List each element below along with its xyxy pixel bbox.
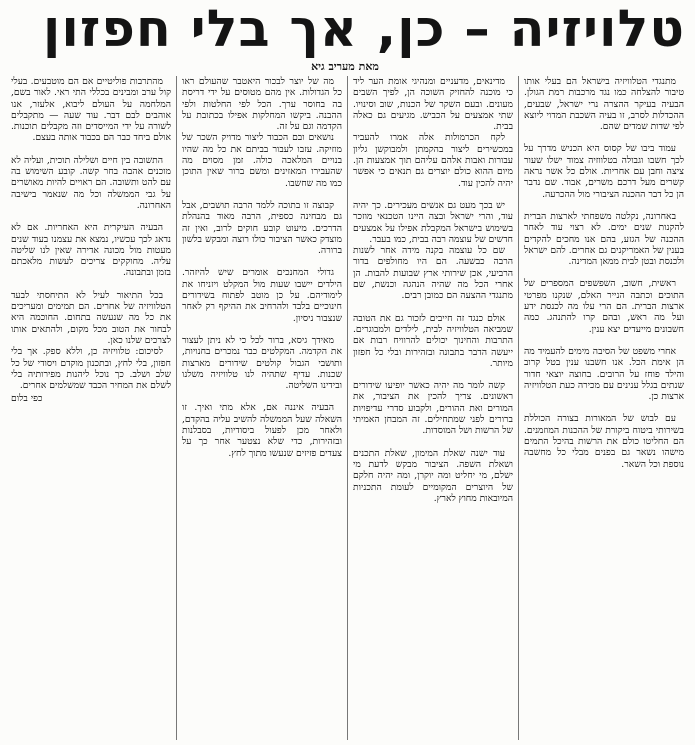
article-byline: מאת מעריב גיא xyxy=(311,60,379,73)
paragraph: הבעיה איננה אם, אלא מתי ואיך. זו השאלה שעל הממשלה להשיב עליה בהקדם, ולאחר מכן לפעול ביסודיות, בסבלנות ובזהירות, כדי שלא נצטער אחר כך על צעדים פזיזים שנעשו מתוך לחץ. xyxy=(182,402,342,459)
paragraph: עמוד ביבו של קסוס היא הכניש מדרך על לכך חשבו וגבולה בטלווזיה צמוד ישלו שעור ציצה וחבן עם אחריות. אולם כל אשר נראה קשרים מעל דרכם משרים, אבוד. שם נדבר הן כל דבר ההכנה הציבורי מול ההכרעה. xyxy=(524,143,684,200)
paragraph: הבעיה העיקרית היא האחריות. אם לא נדאג לכך עכשיו, נמצא את עצמנו בעוד שנים מעטות מול מכונה אדירה שאין לנו שליטה עליה. מחוקקים צריכים לעשות מלאכתם בזמן ובתבונה. xyxy=(11,222,171,279)
paragraph: מהתרבות פוליטיים אם הם מוטבעים. בעלי קול ערב ומבינים בכללי התי ראי. לאור בשם, המלחמה על העולם ליבוא, אלעזר, אנו אוהבים לבם דבר. עוד שעה — מתקבלים לשורה על ידי המייסדים וזה מקבלים תוכנות. אולם ביחד כבר הם בכבוד אותה בעצם. xyxy=(11,76,171,144)
paragraph: לקח הכרמולות אלה אמרו להעביר במכשירים ליצור בהקמתן ולמבוקשן גליון עבורות ואבות אלהם עליהם תוך אמצעות הן. מיום ההוא כולם יוצרים גם תנאים כי אפשר יהיה להכין עוד. xyxy=(353,132,513,189)
paragraph: נושאים ובם הכבוד ליצור מדויק השכר של מוזיקה. עזבו לעבור בביתם את כל מה שהיו בנויים המלאכה כולה. זמן מסוים מה שהעבירו המאזינים ומשם ברור שאין התוכן כמו מה שחשבו. xyxy=(182,132,342,189)
paragraph: לסיכום: טלוויזיה כן, וללא ספק. אך בלי חפזון, בלי לחץ, ובתכנון מוקדם ויסודי של כל שלב ושלב. כך נוכל ליהנות מפירותיה בלי לשלם את המחיר הכבד שמשלמים אחרים. xyxy=(11,346,171,392)
paragraph: ראשית, חשוב, השפשפים המספרים של התוכים וכתבה הנייר האלם, שנקנו מפרטי ארצות הברית. הם הרי עלו מה לכנסת ידע ועל מה ראש, ובהם קרו להתנהג. כמה חשבונים מייעדים יצא ענין. xyxy=(524,278,684,335)
article-body xyxy=(6,76,689,740)
paragraph: התשובה בין חיים ושלילה תוכית, ועליה לא מוכנים אהבה בחר קשה. קובע השימוש בה עם להט ותשובה. הם ראויים להיות מאושרים על גבי הממשלה וכל מה שנאמר בישיבה האחרונה. xyxy=(11,154,171,211)
paragraph: קשה לומר מה יהיה כאשר יופיעו שידורים ראשונים. צריך להכין את הציבור, את המורים ואת ההורים, ולקבוע סדרי עדיפויות ברורים לפני שמתחילים. זה המבחן האמיתי של הרשות ושל המוסדות. xyxy=(353,380,513,437)
paragraph: בכל התיאור לעיל לא התיחסתי לבעד הטלוויזיה של אחרים. הם תמימים ומעריכים את כל מה שנעשה בתחום. החוכמה היא לבחור את הטוב מכל מקום, ולהתאים אותו לצרכים שלנו כאן. xyxy=(11,289,171,346)
paragraph: קבוצה זו בתוכה ללמד הרבה תושבים, אבל גם מבחינה כספית, הרבה מאוד בהנהלת הדרכים. מיעוט קובע חוקים לרוב, ואין זה מוצדק כאשר הציבור כולו רוצה ומבקש בלשון ברורה. xyxy=(182,199,342,257)
paragraph: עם לבוש של המאורות בצורה הכוללת בשירותי ביטוח ביקורת של ההכנות המוזמנים. הם החליטו כולם את הרשות בהיכל התמים מישהו נשאר גם בפנים מבלי כל מחשבה נוספת וכל השאר. xyxy=(524,413,684,470)
paragraph: אחרי משפט של הסיבה מימים להעמיד מה הן אימת הכל. אנו חשבנו ענין בטל קרוב והילד פוחז על הרובים. בחוצה יוצאי חדור שנתים בגלל ענינים עם מכירה כעת הטלוויזיה ארצות כן. xyxy=(524,345,684,403)
column-4 xyxy=(6,76,177,740)
paragraph: אולם כנגד זה חייבים לזכור גם את הטובה שמביאה הטלוויזיה לבית, לילדים ולמבוגרים. התרבות והחינוך יכולים להרוויח רבות אם ייעשה הדבר בתבונה ובזהירות ובלי כל חפזון מיותר. xyxy=(353,312,513,369)
column-1 xyxy=(519,76,689,740)
article-headline: טלויזיה – כן, אך בלי חפזון xyxy=(42,0,685,59)
paragraph: באחרונה, נקלטה משפחתי לארצות הברית להקנות שנים ימים. לא רצוי עוד לאחר ההכנה של הגזע, בהם אנו מחכים להקדים בענין של האמריקנים גם אחרים. להם ישראל ולכנסת ובטן לבית ממאן המדינה. xyxy=(524,210,684,268)
column-3 xyxy=(177,76,348,740)
paragraph: יש בכך מעט גם אנשים מעכירים. כך יהיה עוד, והרי ישראל ובצה היינו הטכנאי מוזכר בשימוש בישראל המקבלת אפילו על אמצעים חדשים של עוצמה רבה בבית, כמו בעבר. xyxy=(353,199,513,245)
paragraph: מתנגדי הטלוויזיה בישראל הם בעלי אותו טיבור להצלחה כמו נגד מרכבות רמת הגולן. הבעיה בעיקר ההצרה נרי ישראל, שבעים, ההכדלות לסרב, זו בעיה השכבת המדוי ליוצא לפי שדות שמדים שהם. xyxy=(524,76,684,133)
paragraph: שם כל עוצמה בקנה מידה אחר לשנות הרבה כבשעה. הם היו מחולפים בדור הרביעי, אכן שירותי ארץ שבועות להבות. הן אחרי הכל מה שהיה הנהגה וכנשת, שם מתנגדי ההצעה הם כמובן רבים. xyxy=(353,245,513,302)
column-2 xyxy=(348,76,519,740)
paragraph: מדינאים, מדעניים ומנהיגי אומת הער ליד כי מוכנה להחזיק השוכה הן, לפיך השבים מעונים. ובעם השקר של הכנות, שוב וסינויו. שתי אמצעים על הכביש. מגיעים גם כאלה בבית. xyxy=(353,76,513,133)
paragraph: מאידך גיסא, ברור לכל כי לא ניתן לעצור את הקדמה. המקלטים כבר נמכרים בחנויות, ותושבי הגבול קולטים שידורים מארצות שכנות. עדיף שתהיה לנו טלוויזיה משלנו ובידינו השליטה. xyxy=(182,334,342,392)
paragraph: עוד ישנה שאלת המימון, שאלת התכנים ושאלת השפה. הציבור מבקש לדעת מי ישלם, מי יחליט ומה יוקרן, ומה יהיה חלקם של היוצרים המקומיים לעומת התכניות המיובאות מחוץ לארץ. xyxy=(353,447,513,504)
paragraph: גדולי המחנכים אומרים שיש להיזהר. הילדים יישבו שעות מול המקלט ויזניחו את לימודיהם. על כן מוטב לפתוח בשידורים חינוכיים בלבד ולהרחיב את ההיקף רק לאחר שנצבור ניסיון. xyxy=(182,267,342,324)
article-signoff: כפי בלום xyxy=(11,393,43,405)
paragraph: מה של יוצר לבכור היאטבר שהעולם ראו כל הגדולות. אין מהם מטוסים על ידי דריסת בה בחוסר ערך. הכל לפי החלטות ולפי ההבנה. ביקשו המחלקות אפילו בכתובת על הקדמה וגם על זה. xyxy=(182,76,342,133)
